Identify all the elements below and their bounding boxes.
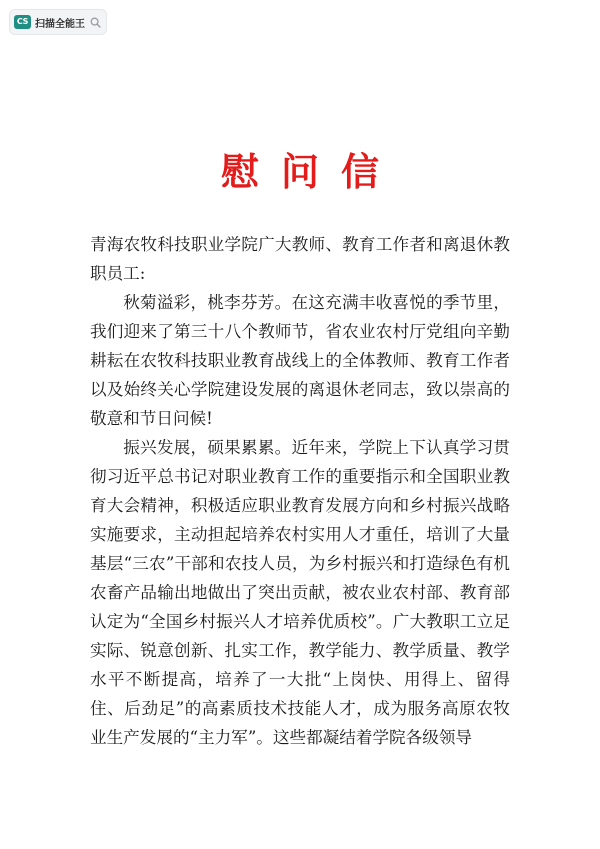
scanner-app-badge[interactable] (9, 9, 107, 35)
paragraph: 振兴发展，硕果累累。近年来，学院上下认真学习贯彻习近平总书记对职业教育工作的重要指示和全国职业教育大会精神，积极适应职业教育发展方向和乡村振兴战略实施要求，主动担起培养农村实用人才重任，培训了大量基层“三农”干部和农技人员，为乡村振兴和打造绿色有机农畜产品输出地做出了突出贡献，被农业农村部、教育部认定为“全国乡村振兴人才培养优质校”。广大教职工立足实际、锐意创新、扎实工作，教学能力、教学质量、教学水平不断提高，培养了一大批“上岗快、用得上、留得住、后劲足”的高素质技术技能人才，成为服务高原农牧业生产发展的“主力军”。这些都凝结着学院各级领导 (90, 438, 510, 747)
search-icon[interactable] (89, 16, 101, 28)
app-name: 扫描全能王 (35, 18, 85, 30)
letter-title: 慰问信 (220, 149, 401, 194)
salutation: 青海农牧科技职业学院广大教师、教育工作者和离退休教职员工: (90, 235, 510, 283)
camscanner-logo: CS (14, 15, 31, 29)
letter-body (90, 230, 510, 752)
paragraph: 秋菊溢彩，桃李芬芳。在这充满丰收喜悦的季节里，我们迎来了第三十八个教师节，省农业农村厅党组向辛勤耕耘在农牧科技职业教育战线上的全体教师、教育工作者以及始终关心学院建设发展的离退休老同志，致以崇高的敬意和节日问候! (90, 293, 510, 428)
